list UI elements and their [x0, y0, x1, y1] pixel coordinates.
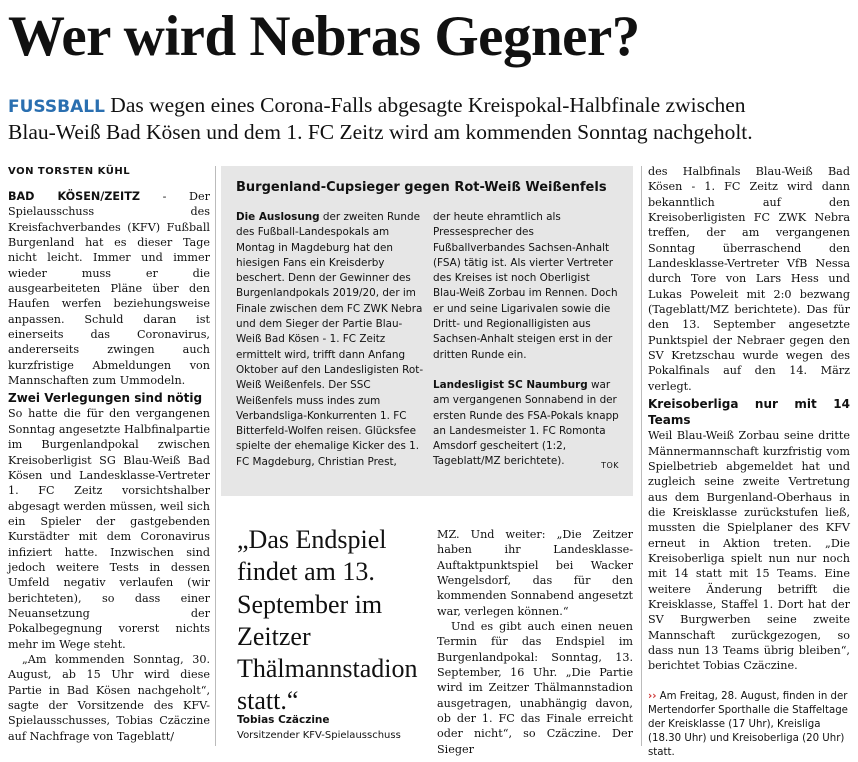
- paragraph: der zweiten Runde des Fußball-Landespokals am Montag in Magdeburg hat den hiesigen Fans ein Kreisderby beschert. Denn der Gewinner des Burgenlandpokals 2019/20, der im Finale zwischen dem FC ZWK Nebra und dem Sieger der Partie Blau-Weiß Bad Kösen - 1. FC Zeitz ermittelt wird, trifft dann Anfang Oktober auf den Landesligisten Rot-Weiß Weißenfels. Der SSC Weißenfels muss indes zum Verbandsliga-Konkurrenten 1. FC Bitterfeld-Wolfen reisen. Glücksfee spielte der ehemalige Kicker des 1. FC Magdeburg, Christian Prest,: [236, 211, 424, 468]
- column-divider: [641, 166, 642, 746]
- arrow-icon: ››: [648, 691, 657, 702]
- quote-author-role: Vorsitzender KFV-Spielausschuss: [237, 730, 401, 741]
- paragraph: So hatte die für den vergangenen Sonntag angesetzte Halbfinalpartie im Burgenlandpokal zwischen Kreisoberligist SG Blau-Weiß Bad Kösen und Landesklasse-Vertreter 1. FC Zeitz vorsichtshalber abgesagt werden müssen, weil sich ein Spieler der gastgebenden Kurstädter mit dem Coronavirus infiziert hatte. Inzwischen sind jedoch weitere Tests in dessen Umfeld negativ verlaufen (wir berichteten), so dass einer Neuansetzung der Pokalbegegnung vorerst nichts mehr im Wege steht.: [8, 407, 210, 651]
- paragraph: der heute ehramtlich als Pressesprecher des Fußballverbandes Sachsen-Anhalt (FSA) tätig ist. Als vierter Vertreter des Kreises ist noch Oberligist Blau-Weiß Zorbau im Rennen. Doch er und seine Ligarivalen sowie die Dritt- und Regionalligisten aus Sachsen-Anhalt steigen erst in der dritten Runde ein.: [433, 211, 618, 361]
- subheading: Kreisoberliga nur mit 14 Teams: [648, 397, 850, 428]
- author-byline: VON TORSTEN KÜHL: [8, 166, 131, 177]
- lead-bold: Die Auslosung: [236, 211, 320, 223]
- column-divider: [215, 166, 216, 746]
- teaser-line-1: Das wegen eines Corona-Falls abgesagte Kreispokal-Halbfinale zwischen: [110, 93, 746, 117]
- paragraph: des Halbfinals Blau-Weiß Bad Kösen - 1. FC Zeitz wird dann bekanntlich auf den Kreisoberligisten FC ZWK Nebra treffen, der am vergangenen Sonntag überraschend den Landesklasse-Vertreter VfB Nessa durch Tore von Lars Hess und Lukas Poweleit mit 2:0 bezwang (Tageblatt/MZ berichtete). Das für den 13. September angesetzte Punktspiel der Nebraer gegen den SV Kretzschau wurde wegen des Pokalfinals auf den 14. März verlegt.: [648, 165, 850, 393]
- author-signature: TOK: [601, 461, 619, 471]
- info-box-column-2: [433, 210, 619, 474]
- article-column-3: [437, 527, 633, 757]
- paragraph: MZ. Und weiter: „Die Zeitzer haben ihr Landesklasse-Auftaktpunktspiel bei Wacker Wengelsdorf, das für den kommenden Sonnabend angesetzt war, verlegen können.“: [437, 528, 633, 618]
- teaser: [8, 93, 850, 145]
- kicker-label: FUSSBALL: [8, 97, 105, 117]
- paragraph: Und es gibt auch einen neuen Termin für das Endspiel im Burgenlandpokal: Sonntag, 13. September, 16 Uhr. „Die Partie wird im Zeitzer Thälmannstadion ausgetragen, unabhängig davon, ob der 1. FC das Finale erreicht oder nicht“, so Czäczine. Der Sieger: [437, 620, 633, 756]
- paragraph: Weil Blau-Weiß Zorbau seine dritte Männermannschaft kurzfristig vom Spielbetrieb abgemeldet hat und zugleich seine zweite Vertretung aus dem Burgenland-Oberhaus in die Kreisklasse zurückstufen ließ, mussten die Spielplaner des KFV erneut in Aktion treten. „Die Kreisoberliga spielt nun nur noch mit 14 statt mit 15 Teams. Eine weitere Änderung betrifft die Kreisklasse, Staffel 1. Dort hat der SV Burgwerben seine zweite Mannschaft zurückgezogen, so dass nun 13 Teams übrig bleiben“, berichtet Tobias Czäczine.: [648, 429, 850, 673]
- paragraph: war am vergangenen Sonnabend in der ersten Runde des FSA-Pokals knapp an Landesmeister 1. FC Romonta Amsdorf gescheitert (1:2, Tageblatt/MZ berichtete).: [433, 378, 619, 468]
- subheading: Zwei Verlegungen sind nötig: [8, 391, 203, 406]
- info-box-title: Burgenland-Cupsieger gegen Rot-Weiß Weißenfels: [236, 180, 607, 195]
- note-text: Am Freitag, 28. August, finden in der Mertendorfer Sporthalle die Staffeltage der Kreisklasse (17 Uhr), Kreisliga (18.30 Uhr) und Kreisoberliga (20 Uhr) statt.: [648, 691, 848, 758]
- article-column-1: [8, 189, 210, 744]
- article-column-4: [648, 164, 850, 674]
- info-note: [648, 690, 850, 760]
- headline: Wer wird Nebras Gegner?: [8, 5, 640, 68]
- dateline: BAD KÖSEN/ZEITZ: [8, 190, 140, 203]
- info-box-column-1: [236, 210, 424, 470]
- lead-bold: Landesligist SC Naumburg: [433, 378, 588, 391]
- pull-quote: „Das Endspiel findet am 13. September im Zeitzer Thälmannstadion statt.“: [237, 525, 418, 716]
- teaser-line-2: Blau-Weiß Bad Kösen und dem 1. FC Zeitz wird am kommenden Sonntag nachgeholt.: [8, 120, 753, 144]
- paragraph: - Der Spielausschuss des Kreisfachverbandes (KFV) Fußball Burgenland hat es dieser Tage nicht leicht. Immer und immer wieder muss er die ausgearbeiteten Pläne über den Haufen werfen beziehungsweise anpassen. Schuld daran ist einerseits das Coronavirus, andererseits zwingen auch kurzfristige Abmeldungen von Mannschaften zum Ummodeln.: [8, 190, 210, 388]
- quote-author: Tobias Czäczine: [237, 714, 330, 726]
- paragraph: „Am kommenden Sonntag, 30. August, ab 15 Uhr wird diese Partie in Bad Kösen nachgeholt“, sagte der Vorsitzende des KFV-Spielausschusses, Tobias Czäczine auf Nachfrage von Tageblatt/: [8, 652, 210, 743]
